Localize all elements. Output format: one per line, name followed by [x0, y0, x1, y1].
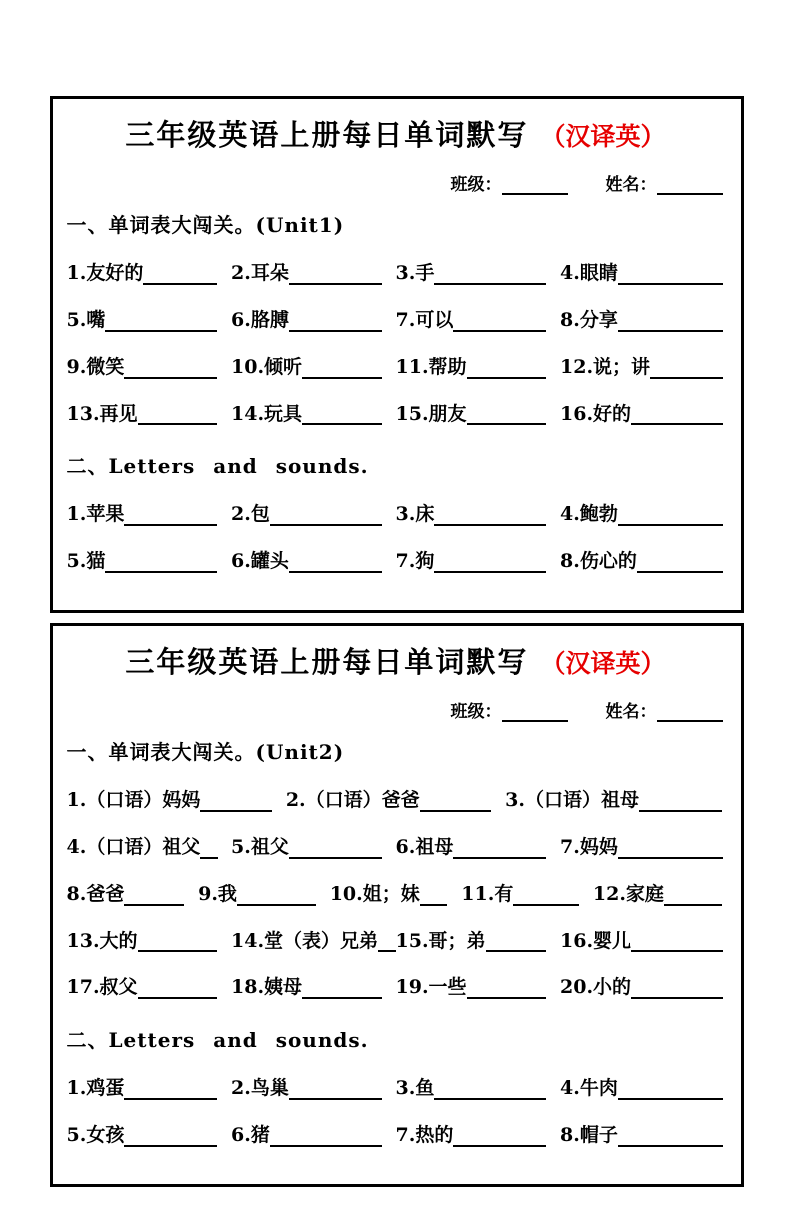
word-prompt: 14.堂（表）兄弟 [231, 929, 379, 952]
answer-blank-line [618, 1080, 723, 1100]
word-prompt: 12.说；讲 [560, 355, 651, 378]
answer-blank-line [138, 979, 217, 999]
answer-blank-line [467, 405, 546, 425]
word-prompt: 10.姐；妹 [329, 882, 420, 905]
vocab-rows [67, 790, 725, 999]
answer-blank-line [650, 358, 722, 378]
word-prompt: 15.朋友 [395, 402, 467, 425]
word-item [231, 357, 396, 379]
word-prompt: 7.热的 [395, 1124, 454, 1147]
word-item [560, 931, 725, 953]
word-row [67, 790, 725, 812]
answer-blank-line [618, 1127, 723, 1147]
word-prompt: 5.猫 [66, 550, 106, 573]
word-item [560, 404, 725, 426]
word-prompt: 10.倾听 [231, 355, 303, 378]
word-item [231, 931, 396, 953]
answer-blank-line [289, 1080, 382, 1100]
class-label: 班级： [450, 702, 502, 723]
word-prompt: 4.鲍勃 [560, 503, 618, 526]
word-prompt: 5.嘴 [66, 308, 106, 331]
word-item [396, 931, 561, 953]
word-prompt: 1.鸡蛋 [66, 1077, 125, 1100]
word-prompt: 19.一些 [395, 976, 467, 999]
letters-rows [67, 504, 725, 573]
word-item [67, 551, 232, 573]
answer-blank-line [420, 885, 448, 905]
word-row [67, 931, 725, 953]
name-label: 姓名： [605, 702, 657, 723]
word-prompt: 1.友好的 [66, 262, 144, 284]
word-item [396, 977, 561, 999]
class-field [451, 170, 568, 195]
word-item [231, 310, 396, 332]
answer-blank-line [618, 264, 723, 284]
class-blank-line [502, 701, 568, 722]
answer-blank-line [467, 358, 546, 378]
name-field [606, 170, 723, 195]
word-item [231, 263, 396, 285]
word-item [396, 357, 561, 379]
name-field [606, 697, 723, 722]
word-prompt: 16.好的 [560, 402, 632, 425]
word-item [396, 551, 561, 573]
name-label: 姓名： [605, 175, 657, 195]
answer-blank-line [289, 838, 382, 858]
answer-blank-line [289, 264, 382, 284]
word-row [67, 1078, 725, 1100]
word-prompt: 7.可以 [395, 308, 454, 331]
section-two-heading: 二、Letters and sounds. [66, 454, 369, 479]
word-row [67, 551, 725, 573]
answer-blank-line [302, 979, 381, 999]
title-suffix-red: （汉译英） [540, 649, 666, 679]
word-item [396, 263, 561, 285]
word-prompt: 11.帮助 [395, 355, 467, 378]
vocab-rows [67, 263, 725, 425]
word-item [560, 504, 725, 526]
answer-blank-line [138, 932, 217, 952]
word-prompt: 4.（口语）祖父 [66, 835, 201, 858]
word-prompt: 9.微笑 [66, 355, 125, 378]
word-item [67, 357, 232, 379]
word-prompt: 6.祖母 [395, 835, 454, 858]
word-prompt: 17.叔父 [66, 976, 138, 999]
name-blank-line [657, 701, 723, 722]
word-prompt: 3.手 [395, 262, 435, 284]
name-blank-line [657, 174, 723, 195]
answer-blank-line [124, 1127, 217, 1147]
word-item [560, 357, 725, 379]
word-row [67, 263, 725, 285]
word-prompt: 7.狗 [395, 550, 435, 573]
answer-blank-line [637, 553, 723, 573]
worksheet-unit1 [50, 96, 744, 613]
word-prompt: 4.眼睛 [560, 262, 618, 284]
answer-blank-line [434, 506, 546, 526]
word-prompt: 18.姨母 [231, 976, 303, 999]
word-item [560, 977, 725, 999]
word-prompt: 13.再见 [66, 402, 138, 425]
word-item [330, 884, 462, 906]
answer-blank-line [434, 264, 546, 284]
word-row [67, 404, 725, 426]
word-item [560, 1078, 725, 1100]
section-two-heading: 二、Letters and sounds. [66, 1028, 369, 1053]
class-name-line [67, 170, 725, 195]
word-prompt: 2.包 [231, 503, 270, 526]
word-row [67, 977, 725, 999]
word-item [396, 504, 561, 526]
answer-blank-line [639, 792, 722, 812]
title-text: 三年级英语上册每日单词默写 [125, 645, 529, 680]
word-prompt: 2.耳朵 [231, 262, 289, 284]
answer-blank-line [618, 311, 723, 331]
answer-blank-line [289, 553, 382, 573]
word-item [396, 1078, 561, 1100]
answer-blank-line [420, 792, 491, 812]
word-item [67, 263, 232, 285]
answer-blank-line [124, 358, 217, 378]
word-prompt: 5.祖父 [231, 835, 289, 858]
answer-blank-line [270, 1127, 382, 1147]
answer-blank-line [289, 311, 382, 331]
word-item [593, 884, 725, 906]
word-item [560, 263, 725, 285]
answer-blank-line [618, 838, 723, 858]
letters-rows [67, 1078, 725, 1147]
word-item [67, 977, 232, 999]
word-item [560, 837, 725, 859]
word-prompt: 7.妈妈 [560, 835, 618, 858]
word-item [67, 310, 232, 332]
word-item [396, 404, 561, 426]
word-prompt: 11.有 [461, 882, 514, 905]
section-one-heading: 一、单词表大闯关。(Unit2) [66, 740, 345, 765]
section-one-heading: 一、单词表大闯关。(Unit1) [66, 213, 345, 237]
word-item [231, 404, 396, 426]
word-item [461, 884, 593, 906]
answer-blank-line [378, 932, 396, 952]
class-field [451, 697, 568, 722]
class-blank-line [502, 174, 568, 195]
word-row [67, 357, 725, 379]
title-text: 三年级英语上册每日单词默写 [125, 118, 529, 152]
worksheet-title [67, 105, 725, 156]
word-prompt: 6.罐头 [231, 550, 289, 573]
word-item [231, 504, 396, 526]
word-item [67, 837, 232, 859]
word-item [67, 1078, 232, 1100]
word-prompt: 12.家庭 [592, 882, 664, 905]
word-item [67, 1125, 232, 1147]
word-prompt: 1.苹果 [66, 503, 125, 526]
word-prompt: 15.哥；弟 [395, 929, 486, 952]
answer-blank-line [302, 358, 381, 378]
answer-blank-line [143, 264, 217, 284]
word-prompt: 4.牛肉 [560, 1077, 618, 1100]
word-prompt: 16.婴儿 [560, 929, 632, 952]
word-item [67, 790, 286, 812]
word-item [286, 790, 505, 812]
word-prompt: 20.小的 [560, 976, 632, 999]
word-item [505, 790, 724, 812]
answer-blank-line [631, 979, 722, 999]
answer-blank-line [664, 885, 723, 905]
worksheet-title [67, 632, 725, 683]
answer-blank-line [138, 405, 217, 425]
answer-blank-line [631, 405, 722, 425]
word-item [560, 310, 725, 332]
word-prompt: 13.大的 [66, 929, 138, 952]
answer-blank-line [453, 838, 546, 858]
word-prompt: 9.我 [198, 882, 237, 905]
answer-blank-line [513, 885, 579, 905]
word-item [67, 884, 199, 906]
word-item [67, 404, 232, 426]
word-prompt: 6.胳膊 [231, 308, 289, 331]
answer-blank-line [105, 553, 217, 573]
word-prompt: 8.分享 [560, 308, 618, 331]
answer-blank-line [467, 979, 546, 999]
answer-blank-line [434, 1080, 546, 1100]
word-prompt: 6.猪 [231, 1124, 270, 1147]
word-item [231, 1078, 396, 1100]
class-label: 班级： [450, 175, 502, 195]
word-prompt: 3.（口语）祖母 [505, 789, 639, 812]
word-row [67, 837, 725, 859]
word-item [231, 1125, 396, 1147]
worksheet-page [0, 96, 793, 1218]
answer-blank-line [270, 506, 382, 526]
word-item [67, 931, 232, 953]
answer-blank-line [105, 311, 217, 331]
answer-blank-line [124, 1080, 217, 1100]
word-prompt: 5.女孩 [66, 1124, 125, 1147]
word-row [67, 1125, 725, 1147]
worksheet-unit2 [50, 623, 744, 1187]
word-prompt: 3.床 [395, 503, 435, 526]
class-name-line [67, 697, 725, 722]
word-row [67, 504, 725, 526]
answer-blank-line [200, 792, 271, 812]
word-item [396, 837, 561, 859]
word-item [560, 1125, 725, 1147]
word-prompt: 2.（口语）爸爸 [285, 789, 420, 812]
answer-blank-line [124, 506, 217, 526]
word-item [396, 1125, 561, 1147]
word-item [231, 551, 396, 573]
word-row [67, 884, 725, 906]
word-prompt: 8.伤心的 [560, 550, 637, 573]
word-prompt: 8.爸爸 [66, 882, 125, 905]
word-item [396, 310, 561, 332]
answer-blank-line [453, 1127, 546, 1147]
word-item [67, 504, 232, 526]
answer-blank-line [200, 838, 218, 858]
answer-blank-line [453, 311, 546, 331]
answer-blank-line [237, 885, 316, 905]
word-row [67, 310, 725, 332]
answer-blank-line [434, 553, 546, 573]
word-item [231, 837, 396, 859]
word-item [231, 977, 396, 999]
title-suffix-red: （汉译英） [540, 122, 666, 151]
word-prompt: 2.鸟巢 [231, 1077, 289, 1100]
answer-blank-line [486, 932, 546, 952]
answer-blank-line [631, 932, 722, 952]
word-prompt: 1.（口语）妈妈 [66, 789, 201, 812]
word-prompt: 8.帽子 [560, 1124, 618, 1147]
word-prompt: 14.玩具 [231, 402, 303, 425]
answer-blank-line [618, 506, 723, 526]
word-item [198, 884, 330, 906]
word-item [560, 551, 725, 573]
word-prompt: 3.鱼 [395, 1077, 435, 1100]
answer-blank-line [124, 885, 184, 905]
answer-blank-line [302, 405, 381, 425]
